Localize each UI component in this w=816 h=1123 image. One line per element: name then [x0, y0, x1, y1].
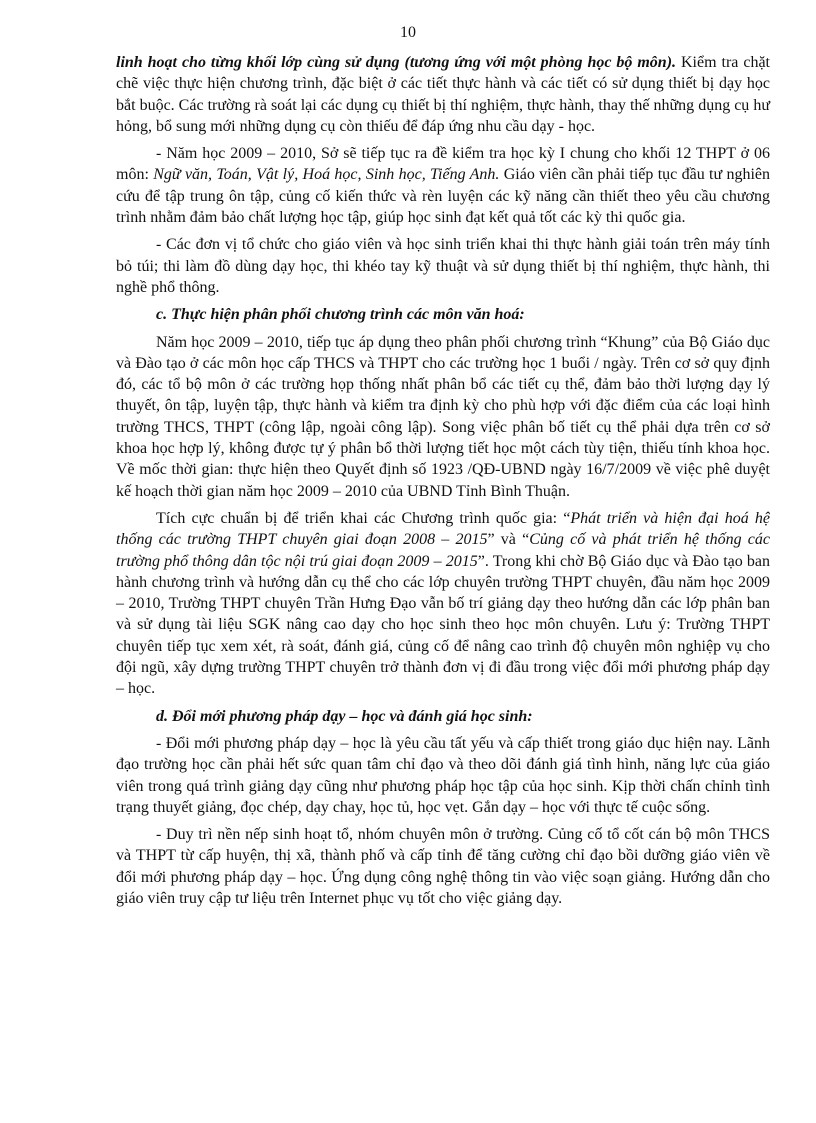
- section-heading-d: d. Đổi mới phương pháp dạy – học và đánh giá học sinh:: [156, 707, 533, 725]
- page-number: 10: [400, 24, 416, 41]
- program-title-1: Phát triển và hiện đại hoá hệ thống các trường THPT chuyên giai đoạn 2008 – 2015: [116, 509, 770, 549]
- paragraph-text: Giáo viên cần phải tiếp tục đầu tư nghiên cứu để tập trung ôn tập, củng cố kiến thức và rèn luyện các kỹ năng cần thiết theo yêu cầu chương trình nhằm đảm bảo chất lượng học tập, giúp học sinh đạt kết quả tốt các kỳ thi quốc gia.: [116, 166, 770, 227]
- paragraph-teaching-methods: - Đổi mới phương pháp dạy – học là yêu cầu tất yếu và cấp thiết trong giáo dục hiện nay. Lãnh đạo trường học cần phải hết sức quan tâm chỉ đạo và theo dõi đánh giá tình hình, năng lực của giáo viên trong quá trình giảng dạy cũng như phương pháp học tập của học sinh. Kịp thời chấn chỉnh tình trạng thuyết giảng, đọc chép, dạy chay, học tủ, học vẹt. Gắn dạy – học với thực tế cuộc sống.: [116, 734, 770, 816]
- subjects-list: Ngữ văn, Toán, Vật lý, Hoá học, Sinh học, Tiếng Anh.: [153, 166, 500, 184]
- paragraph-contests: - Các đơn vị tổ chức cho giáo viên và học sinh triển khai thi thực hành giải toán trên máy tính bỏ túi; thi làm đồ dùng dạy học, thi khéo tay kỹ thuật và sử dụng thiết bị thí nghiệm, thực hành, thi nghề phổ thông.: [116, 236, 770, 296]
- paragraph-text: ”. Trong khi chờ Bộ Giáo dục và Đào tạo ban hành chương trình và hướng dẫn cụ thể cho các lớp chuyên trường THPT chuyên, đầu năm học 2009 – 2010, Trường THPT chuyên Trần Hưng Đạo vẫn bố trí giảng dạy theo hướng dẫn các lớp phân ban và sử dụng tài liệu SGK nâng cao dạy cho học sinh theo học môn chuyên. Lưu ý: Trường THPT chuyên tiếp tục xem xét, rà soát, đánh giá, củng cố để nâng cao trình độ chuyên môn nghiệp vụ cho đội ngũ, xây dựng trường THPT chuyên trở thành đơn vị đi đầu trong việc đổi mới phương pháp dạy – học.: [116, 552, 771, 698]
- program-title-2: Củng cố và phát triển hệ thống các trường phổ thông dân tộc nội trú giai đoạn 2009 – 2015: [116, 531, 770, 570]
- paragraph-national-programs: [116, 508, 770, 700]
- bold-lead-text: linh hoạt cho từng khối lớp cùng sử dụng (tương ứng với một phòng học bộ môn).: [116, 54, 677, 71]
- paragraph-text: Tích cực chuẩn bị để triển khai các Chương trình quốc gia: “: [156, 509, 571, 527]
- paragraph-text: ” và “: [487, 531, 530, 549]
- paragraph-exam-grade12: [116, 143, 770, 228]
- paragraph-text: - Năm học 2009 – 2010, Sở sẽ tiếp tục ra đề kiểm tra học kỳ I chung cho khối 12 THPT ở 06 môn:: [116, 145, 770, 184]
- paragraph-lab-equipment: [116, 52, 770, 137]
- body-text: [116, 52, 770, 915]
- paragraph-curriculum: Năm học 2009 – 2010, tiếp tục áp dụng theo phân phối chương trình “Khung” của Bộ Giáo dục và Đào tạo ở các môn học cấp THCS và THPT cho các trường học 1 buổi / ngày. Trên cơ sở quy định đó, các tổ bộ môn ở các trường họp thống nhất phân bổ các tiết cụ thể, đảm bảo thời lượng dạy lý thuyết, ôn tập, luyện tập, thực hành và kiểm tra định kỳ cho phù hợp với đặc điểm của các loại hình trường THCS, THPT (công lập, ngoài công lập). Song việc phân bố tiết cụ thể phải dựa trên cơ sở khoa học hợp lý, không được tự ý phân bổ thời lượng tiết học một cách tùy tiện, thiếu tính khoa học. Về mốc thời gian: thực hiện theo Quyết định số 1923 /QĐ-UBND ngày 16/7/2009 về việc phê duyệt kế hoạch thời gian năm học 2009 – 2010 của UBND Tỉnh Bình Thuận.: [116, 333, 770, 500]
- paragraph-text: Kiểm tra chặt chẽ việc thực hiện chương trình, đặc biệt ở các tiết thực hành và các tiết có sử dụng thiết bị dạy học bắt buộc. Các trường rà soát lại các dụng cụ thiết bị thí nghiệm, thực hành, thay thế những dụng cụ hư hỏng, bổ sung mới những dụng cụ còn thiếu để đáp ứng nhu cầu dạy - học.: [116, 54, 770, 135]
- paragraph-professional-groups: - Duy trì nền nếp sinh hoạt tổ, nhóm chuyên môn ở trường. Củng cố tổ cốt cán bộ môn THCS và THPT từ cấp huyện, thị xã, thành phố và cấp tỉnh để tăng cường chỉ đạo bồi dưỡng giáo viên về đổi mới phương pháp dạy – học. Ứng dụng công nghệ thông tin vào việc soạn giảng. Hướng dẫn cho giáo viên truy cập tư liệu trên Internet phục vụ tốt cho việc giảng dạy.: [116, 826, 770, 907]
- section-heading-c: c. Thực hiện phân phối chương trình các môn văn hoá:: [156, 306, 525, 324]
